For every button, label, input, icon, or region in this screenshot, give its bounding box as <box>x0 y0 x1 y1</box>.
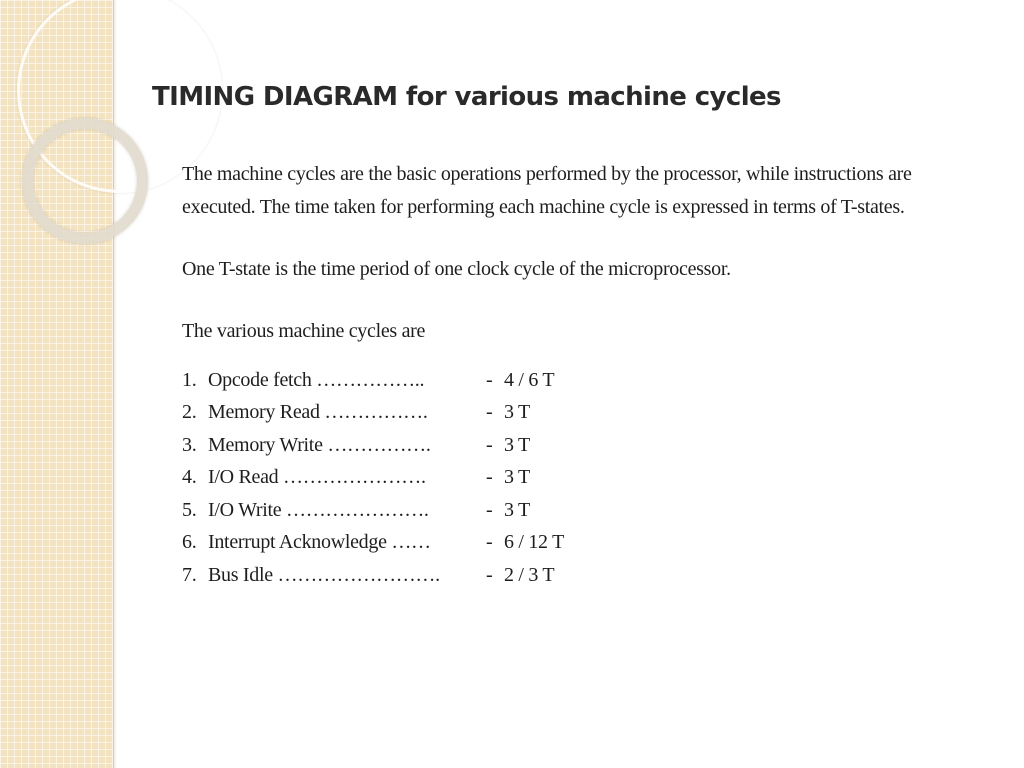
list-item <box>182 559 938 592</box>
slide-body <box>182 158 938 592</box>
t-states-value: 3 T <box>504 498 530 521</box>
cycle-name: Interrupt Acknowledge …… <box>208 531 431 554</box>
cycle-name: Memory Write ……………. <box>208 433 431 456</box>
t-states-value: 4 / 6 T <box>504 368 555 391</box>
item-number: 6. <box>182 531 197 554</box>
list-item <box>182 364 938 397</box>
cycle-name: Opcode fetch …………….. <box>208 368 425 391</box>
paragraph-t-state: One T-state is the time period of one clock cycle of the microprocessor. <box>182 258 731 280</box>
cycle-name: Bus Idle ……………………. <box>208 563 440 586</box>
list-item <box>182 429 938 462</box>
item-number: 4. <box>182 466 197 489</box>
t-states-value: 6 / 12 T <box>504 531 565 554</box>
separator-dash: - <box>486 531 493 554</box>
item-number: 3. <box>182 433 197 456</box>
list-item <box>182 462 938 495</box>
cycle-name: Memory Read ……………. <box>208 401 428 424</box>
machine-cycle-list <box>182 364 938 592</box>
separator-dash: - <box>486 498 493 521</box>
t-states-value: 3 T <box>504 401 530 424</box>
cycle-name: I/O Write …………………. <box>208 498 429 521</box>
separator-dash: - <box>486 401 493 424</box>
separator-dash: - <box>486 466 493 489</box>
item-number: 2. <box>182 401 197 424</box>
item-number: 1. <box>182 368 197 391</box>
paragraph-machine-cycles: The machine cycles are the basic operations performed by the processor, while instructions are executed. The time taken for performing each machine cycle is expressed in terms of T-states. <box>182 163 912 218</box>
slide-title: TIMING DIAGRAM for various machine cycles <box>152 82 781 112</box>
t-states-value: 3 T <box>504 433 530 456</box>
item-number: 7. <box>182 563 197 586</box>
separator-dash: - <box>486 433 493 456</box>
list-intro: The various machine cycles are <box>182 320 426 342</box>
cycle-name: I/O Read …………………. <box>208 466 426 489</box>
t-states-value: 3 T <box>504 466 530 489</box>
list-item <box>182 527 938 560</box>
item-number: 5. <box>182 498 197 521</box>
separator-dash: - <box>486 368 493 391</box>
decorative-ring-small <box>22 118 148 244</box>
list-item <box>182 494 938 527</box>
list-item <box>182 397 938 430</box>
separator-dash: - <box>486 563 493 586</box>
t-states-value: 2 / 3 T <box>504 563 555 586</box>
